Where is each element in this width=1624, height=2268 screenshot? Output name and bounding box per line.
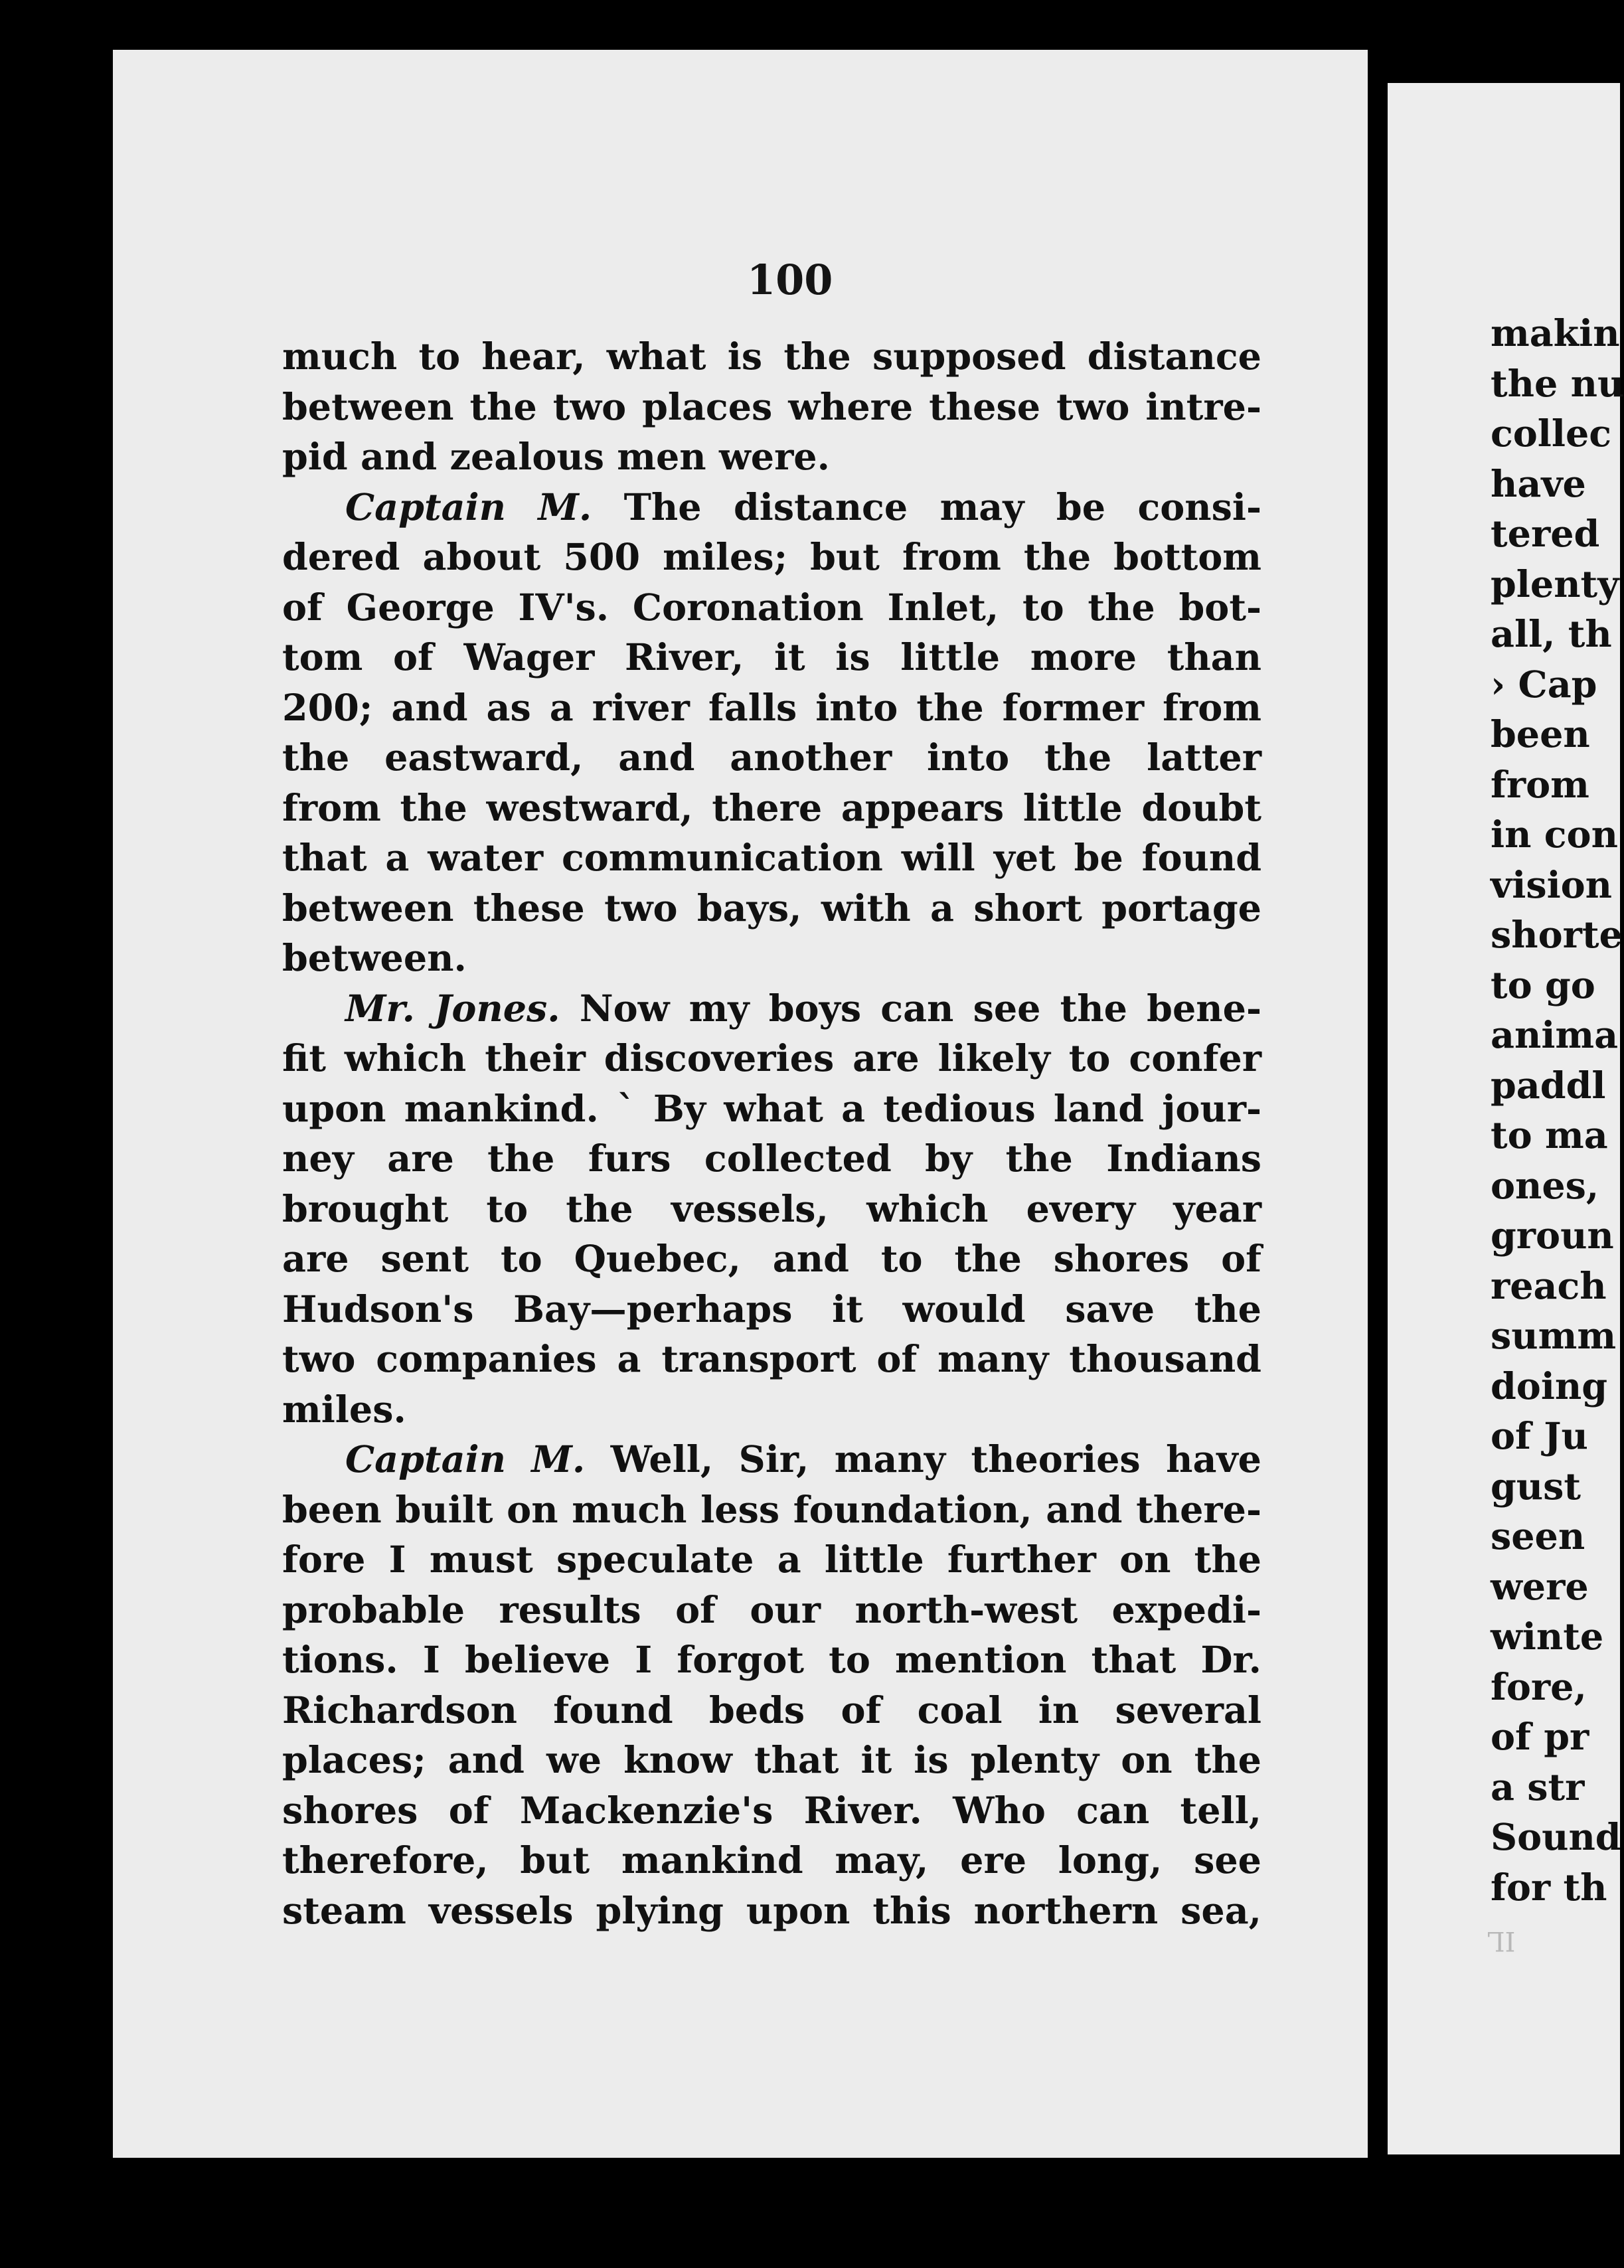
text-line — [282, 1786, 1261, 1836]
right-page-line: vision — [1491, 863, 1613, 907]
right-page-line: to go — [1491, 963, 1595, 1007]
right-page-line: from — [1491, 763, 1589, 807]
right-page-line: winte — [1491, 1615, 1604, 1659]
line-text: dered about 500 miles; but from the bottom — [282, 536, 1261, 579]
text-line — [282, 633, 1261, 683]
line-text: therefore, but mankind may, ere long, see — [282, 1839, 1261, 1882]
right-page-line: gust — [1491, 1465, 1582, 1508]
line-text: of George IV's. Coronation Inlet, to the bot- — [282, 586, 1261, 629]
right-page-line: reach — [1491, 1264, 1607, 1308]
right-page-line: ones, — [1491, 1164, 1599, 1208]
right-page-line: fore, — [1491, 1665, 1587, 1709]
line-text: pid and zealous men were. — [282, 436, 830, 479]
right-page-line: anima — [1491, 1014, 1619, 1057]
speaker-name: Captain M. — [345, 1438, 586, 1481]
line-text: tions. I believe I forgot to mention that Dr. — [282, 1639, 1261, 1682]
line-text: 200; and as a river falls into the former from — [282, 686, 1261, 730]
text-line — [282, 332, 1261, 382]
right-page-line: for th — [1491, 1866, 1607, 1909]
line-text: are sent to Quebec, and to the shores of — [282, 1238, 1261, 1281]
text-line — [282, 532, 1261, 583]
left-page-body — [282, 332, 1261, 1936]
line-text: two companies a transport of many thousand — [282, 1338, 1261, 1381]
text-line — [282, 1134, 1261, 1184]
line-text: been built on much less foundation, and there- — [282, 1488, 1261, 1532]
text-line — [282, 432, 1261, 483]
text-line — [282, 1335, 1261, 1385]
text-line — [282, 1234, 1261, 1285]
line-text: Now my boys can see the bene- — [560, 987, 1261, 1030]
right-page-line: to ma — [1491, 1114, 1608, 1157]
text-line — [282, 583, 1261, 633]
text-line — [282, 1836, 1261, 1886]
text-line — [282, 1485, 1261, 1536]
text-line — [282, 1686, 1261, 1736]
text-line — [282, 1084, 1261, 1135]
right-page-line: summ — [1491, 1315, 1617, 1358]
text-line — [282, 733, 1261, 783]
line-text: tom of Wager River, it is little more than — [282, 636, 1261, 679]
text-line — [282, 884, 1261, 934]
line-text: brought to the vessels, which every year — [282, 1187, 1261, 1231]
right-page-line: plenty — [1491, 562, 1619, 606]
text-line — [282, 984, 1261, 1034]
line-text: upon mankind. ` By what a tedious land jour- — [282, 1087, 1261, 1131]
line-text: the eastward, and another into the latter — [282, 736, 1261, 779]
line-text: ney are the furs collected by the Indians — [282, 1137, 1261, 1180]
right-page-line: › Cap — [1491, 663, 1597, 706]
right-page-line: tered — [1491, 513, 1600, 556]
line-text: fit which their discoveries are likely to confer — [282, 1037, 1261, 1080]
line-text: between. — [282, 937, 467, 980]
text-line — [282, 933, 1261, 984]
text-line — [282, 1385, 1261, 1435]
line-text: Richardson found beds of coal in several — [282, 1688, 1261, 1732]
text-line — [282, 1034, 1261, 1084]
page-number: 100 — [747, 256, 833, 304]
text-line — [282, 483, 1261, 533]
line-text: The distance may be consi- — [592, 485, 1261, 529]
text-line — [282, 1435, 1261, 1485]
right-page-line: doing — [1491, 1364, 1608, 1408]
text-line — [282, 1585, 1261, 1636]
right-page-body — [1491, 309, 1624, 1913]
line-text: shores of Mackenzie's River. Who can tell, — [282, 1789, 1261, 1832]
line-text: places; and we know that it is plenty on the — [282, 1739, 1261, 1782]
right-page-line: groun — [1491, 1214, 1614, 1257]
text-line — [282, 683, 1261, 734]
right-page-line: Sound — [1491, 1816, 1621, 1859]
bleed-through-mark: IL — [1487, 1925, 1516, 1956]
text-line — [282, 833, 1261, 884]
line-text: steam vessels plying upon this northern sea, — [282, 1889, 1261, 1933]
line-text: between these two bays, with a short portage — [282, 886, 1261, 930]
right-page-line: paddl — [1491, 1064, 1606, 1107]
right-page-line: the nu — [1491, 362, 1624, 406]
text-line — [282, 1184, 1261, 1235]
speaker-name: Mr. Jones. — [345, 987, 560, 1030]
right-page-line: seen — [1491, 1515, 1585, 1558]
line-text: from the westward, there appears little doubt — [282, 786, 1261, 830]
text-line — [282, 382, 1261, 433]
right-page-line: have — [1491, 462, 1586, 506]
line-text: Well, Sir, many theories have — [585, 1438, 1261, 1481]
line-text: much to hear, what is the supposed distance — [282, 335, 1261, 378]
right-page-line: were — [1491, 1565, 1589, 1609]
right-page-line: a str — [1491, 1765, 1585, 1809]
right-page-line: makin — [1491, 312, 1620, 355]
right-page-line: shorte — [1491, 914, 1623, 957]
right-page-line: been — [1491, 713, 1590, 756]
right-page-line: collec — [1491, 412, 1612, 455]
line-text: between the two places where these two intre- — [282, 385, 1261, 429]
page-gutter — [1368, 0, 1388, 2268]
right-page-line: in con — [1491, 813, 1618, 856]
text-line — [282, 1535, 1261, 1585]
line-text: fore I must speculate a little further on the — [282, 1538, 1261, 1581]
text-line — [282, 1736, 1261, 1786]
line-text: miles. — [282, 1388, 406, 1431]
text-line — [282, 783, 1261, 834]
text-line — [282, 1886, 1261, 1937]
right-page-line: all, th — [1491, 613, 1612, 656]
right-page-line: of pr — [1491, 1716, 1589, 1759]
line-text: that a water communication will yet be found — [282, 837, 1261, 880]
text-line — [282, 1635, 1261, 1686]
line-text: Hudson's Bay—perhaps it would save the — [282, 1287, 1261, 1331]
line-text: probable results of our north-west expedi- — [282, 1588, 1261, 1632]
right-page-line: of Ju — [1491, 1415, 1588, 1458]
speaker-name: Captain M. — [345, 485, 592, 529]
text-line — [282, 1285, 1261, 1335]
